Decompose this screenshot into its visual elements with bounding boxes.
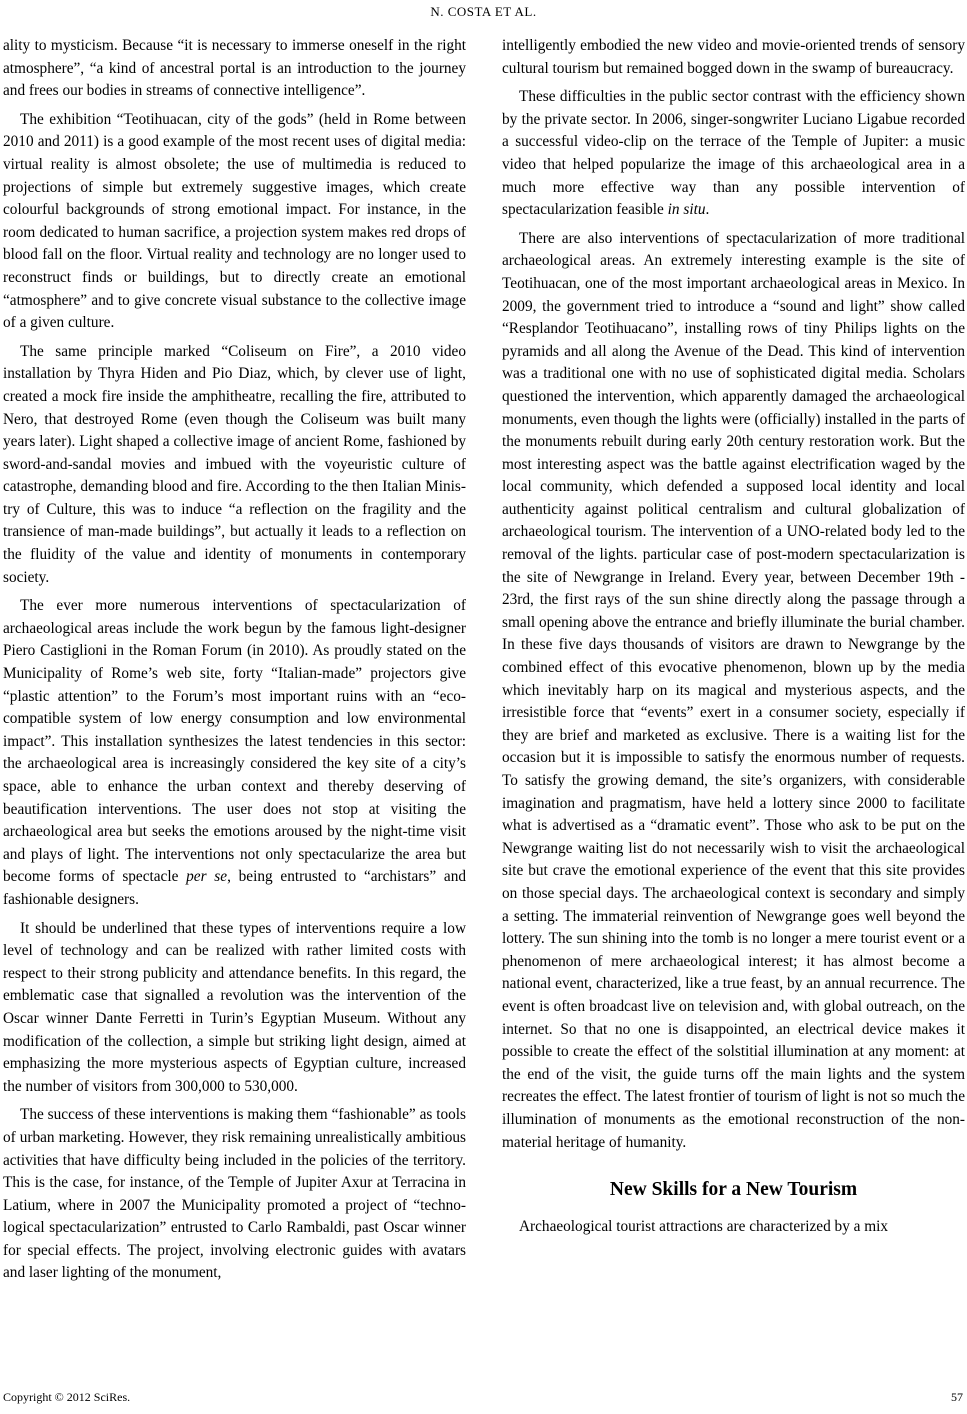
paragraph: intelligently embodied the new video and movie-oriented trends of sensory cultural tourism but remained bogged down in the swamp of bureaucracy.	[502, 37, 965, 77]
running-header: N. COSTA ET AL.	[430, 4, 537, 19]
copyright-notice: Copyright © 2012 SciRes.	[3, 1390, 131, 1404]
right-column	[502, 35, 965, 1239]
left-column	[3, 35, 466, 1285]
paragraph	[3, 595, 466, 911]
italic-term: in situ	[667, 201, 706, 219]
paragraph: The exhibition “Teotihuacan, city of the gods” (held in Rome between 2010 and 2011) is a good example of the most recent uses of digital media: virtual reality is almost obsolete; the use of multimedia is reduced to projections of simple but extremely suggestive images, which create colourful backgrounds of strong emotional impact. For instance, in the room dedicated to human sacrifice, a projection system makes red drops of blood fall on the floor. Virtual reality and technology are no longer used to reconstruct finds or buildings, but to directly create an emotional “atmosphere” and to give concrete visual substance to the collective image of a given culture.	[3, 110, 466, 332]
paragraph-text: , being entrusted to “archistars” and fashionable designers.	[3, 868, 466, 908]
paragraph-text: .	[705, 201, 710, 219]
paragraph: Archaeological tourist attractions are characterized by a mix	[519, 1218, 889, 1236]
paragraph	[502, 86, 965, 222]
paragraph: The same principle marked “Coliseum on Fire”, a 2010 video installation by Thyra Hiden and Pio Diaz, which, by clever use of light, created a mock fire inside the amphitheatre, recalling the fire, attributed to Nero, that destroyed Rome (even though the Coliseum was built many years later). Light shaped a collective image of ancient Rome, fashioned by sword-and-sandal movies and imbued with the voyeuristic culture of catastrophe, demanding blood and fire. According to the then Italian Ministry of Culture, this was to induce “a reflection on the fragility and the transience of man-made buildings”, but actually it leads to a reflection on the fluidity of the value and identity of monuments in contemporary society.	[3, 342, 466, 586]
paragraph: It should be underlined that these types of interventions require a low level of technology and can be realized with rather limited costs with respect to their strong publicity and attendance benefits. In this regard, the emblematic case that signalled a revolution was the intervention of the Oscar winner Dante Ferretti in Turin’s Egyptian Museum. Without any modification of the collection, a simple but striking light design, aimed at emphasizing the more mysterious aspects of Egyptian culture, increased the number of visitors from 300,000 to 530,000.	[3, 919, 466, 1095]
page-number: 57	[951, 1390, 963, 1404]
italic-term: per se	[186, 868, 228, 886]
paragraph-text: These difficulties in the public sector contrast with the efficiency shown by the private sector. In 2006, singer-songwriter Luciano Ligabue recorded a successful video-clip on the terrace of the Temple of Jupiter: a music video that helped popularize the image of this archaeological area in a much more effective way than any possible intervention of spectacularization feasible	[502, 88, 965, 219]
paragraph: The success of these interventions is making them “fashionable” as tools of urban marketing. However, they risk remaining unrealistically ambitious activities that have difficulty being included in the policies of the territory. This is the case, for instance, of the Temple of Jupiter Axur at Terracina in Latium, where in 2007 the Municipality promoted a project of “technological spectacularization” entrusted to Carlo Rambaldi, past Oscar winner for special effects. The project, involving electronic guides with avatars and laser lighting of the monument,	[3, 1106, 466, 1282]
section-heading: New Skills for a New Tourism	[609, 1179, 858, 1201]
paragraph: ality to mysticism. Because “it is necessary to immerse oneself in the right atmosphere”, “a kind of ancestral portal is an introduction to the journey and frees our bodies in streams of connective intelligence”.	[3, 37, 466, 100]
paragraph-text: The ever more numerous interventions of spectacularization of archaeological areas include the work begun by the famous light-designer Piero Castiglioni in the Roman Forum (in 2010). As proudly stated on the Municipality of Rome’s web site, forty “Italian-made” projectors give “plastic attention” to the Forum’s most important ruins with an “eco-compatible system of low energy consumption and low environmental impact”. This installation synthesizes the latest tendencies in this sector: the archaeological area is increasingly considered the key site of a city’s space, able to enhance the urban context and thereby deserving of beautification interventions. The user does not stop at visiting the archaeological area but seeks the emotions aroused by the night-time visit and plays of light. The interventions not only spectacularize the area but become forms of spectacle	[3, 597, 466, 886]
paragraph: There are also interventions of spectacularization of more traditional archaeological areas. An extremely interesting example is the site of Teotihuacan, one of the most important archaeological areas in Mexico. In 2009, the government tried to introduce a “sound and light” show called “Resplandor Teotihuacano”, installing rows of tiny Philips lights on the pyramids and all along the Avenue of the Dead. This kind of intervention was a traditional one with no use of sophisticated digital media. Scholars questioned the intervention, which apparently damaged the archaeological monuments, even though the lights were (officially) installed in the parts of the monuments rebuilt during early 20th century restoration work. But the most interesting aspect was the battle against electrification waged by the local community, which defended a supposed local identity and local authenticity against political centralism and cultural globalization of archaeological tourism. The intervention of a UNO-related body led to the removal of the lights. particular case of post-modern spectacularization is the site of Newgrange in Ireland. Every year, between December 19th - 23rd, the first rays of the sun shine directly along the passage through a small opening above the entrance and briefly illuminate the burial chamber. In these five days thousands of visitors are drawn to Newgrange by the combined effect of this evocative phenomenon, blown up by the media which inevitably harp on its magical and mysterious aspects, and the irresistible force that “events” exert in a consumer society, especially if they are brief and marketed as exclusive. There is a waiting list for the occasion but it is impossible to satisfy the enormous number of requests. To satisfy the growing demand, the site’s organizers, with considerable imagination and pragmatism, have held a lottery since 2000 to facilitate what is advertised as a “dramatic event”. Those who ask to be put on the Newgrange waiting list do not necessarily wish to visit the archaeological site but crave the emotional experience of the event that this site provides on those special days. The archaeological context is secondary and simply a setting. The immaterial reinvention of Newgrange goes well beyond the lottery. The sun shining into the tomb is no longer a mere tourist event or a phenomenon of mere archaeological interest; it has almost become a national event, characterized, like a true feast, by an annual recurrence. The event is often broadcast live on television and, with global outreach, on the internet. So that no one is disappointed, an electrical device makes it possible to create the effect of the solstitial illumination at any moment: at the end of the visit, the guide turns off the main lights and the system recreates the effect. The latest frontier of tourism of light is not so much the illumination of monuments as the emotional reconstruction of the non-material heritage of humanity.	[502, 229, 965, 1151]
